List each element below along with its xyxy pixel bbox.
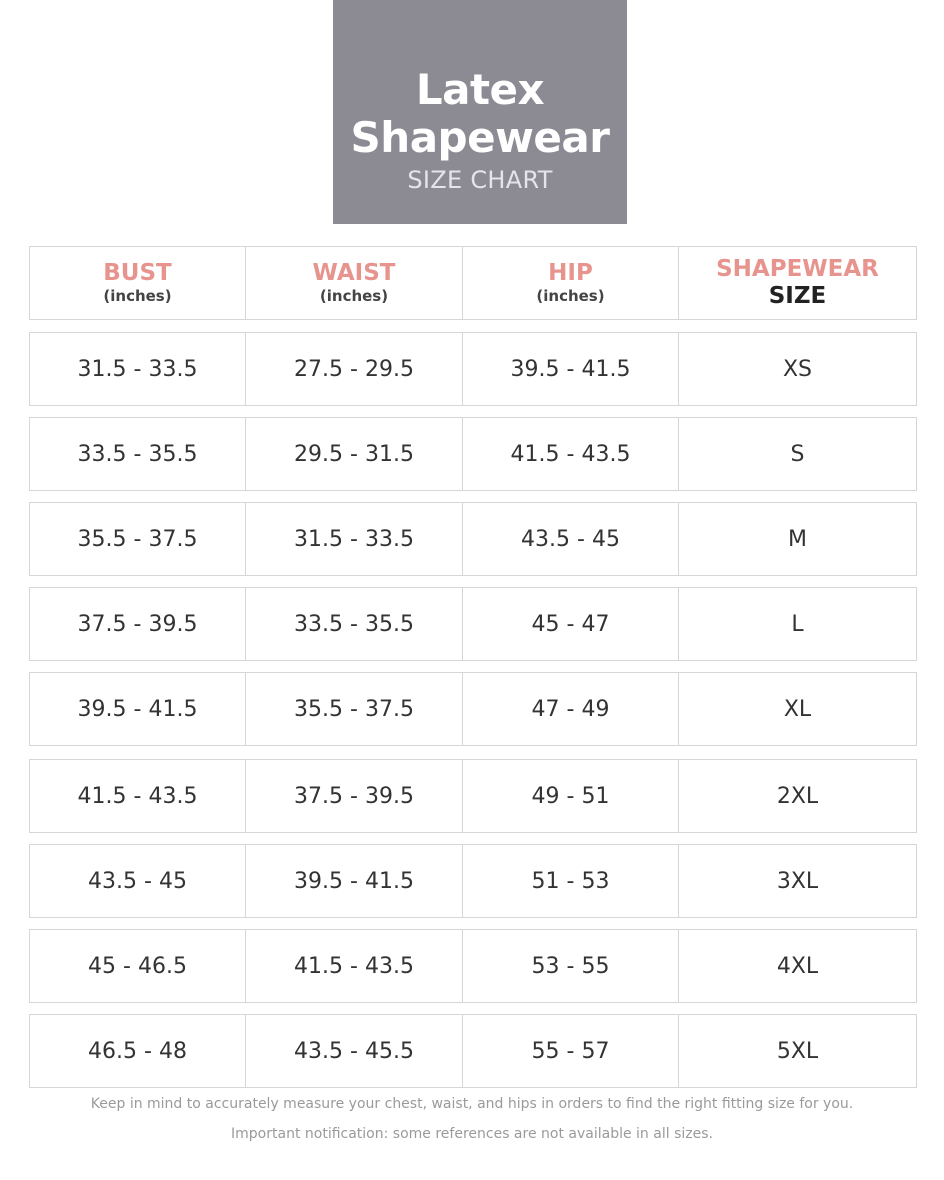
table-row xyxy=(29,672,917,746)
header-shapewear-label: SHAPEWEAR xyxy=(716,256,879,282)
header-bust xyxy=(30,247,245,319)
header-hip-unit: (inches) xyxy=(536,287,605,305)
waist-cell: 39.5 - 41.5 xyxy=(245,845,462,917)
table-row xyxy=(29,1014,917,1088)
hip-cell: 55 - 57 xyxy=(462,1015,678,1087)
waist-cell: 33.5 - 35.5 xyxy=(245,588,462,660)
title-line-2: Shapewear xyxy=(350,113,610,162)
size-cell: M xyxy=(678,503,916,575)
bust-cell: 46.5 - 48 xyxy=(88,1038,187,1064)
waist-cell: 35.5 - 37.5 xyxy=(245,673,462,745)
size-cell: S xyxy=(678,418,916,490)
header-waist xyxy=(245,247,462,319)
size-cell: XL xyxy=(678,673,916,745)
waist-cell: 37.5 - 39.5 xyxy=(245,760,462,832)
header-bust-unit: (inches) xyxy=(103,287,172,305)
size-cell: 3XL xyxy=(678,845,916,917)
hip-cell: 43.5 - 45 xyxy=(462,503,678,575)
header-hip xyxy=(462,247,678,319)
hip-cell: 49 - 51 xyxy=(462,760,678,832)
hip-cell: 41.5 - 43.5 xyxy=(462,418,678,490)
hip-cell: 51 - 53 xyxy=(462,845,678,917)
waist-cell: 31.5 - 33.5 xyxy=(245,503,462,575)
waist-cell: 29.5 - 31.5 xyxy=(245,418,462,490)
table-row xyxy=(29,332,917,406)
table-row xyxy=(29,587,917,661)
bust-cell: 45 - 46.5 xyxy=(88,953,187,979)
bust-cell: 33.5 - 35.5 xyxy=(77,441,198,467)
table-row xyxy=(29,417,917,491)
bust-cell: 35.5 - 37.5 xyxy=(77,526,198,552)
header-waist-label: WAIST xyxy=(312,260,396,286)
size-cell: 5XL xyxy=(678,1015,916,1087)
measurement-note: Keep in mind to accurately measure your chest, waist, and hips in orders to find the right fitting size for you. xyxy=(90,1096,854,1112)
table-row xyxy=(29,929,917,1003)
waist-cell: 27.5 - 29.5 xyxy=(245,333,462,405)
hip-cell: 45 - 47 xyxy=(462,588,678,660)
hip-cell: 39.5 - 41.5 xyxy=(462,333,678,405)
title-banner xyxy=(333,0,627,224)
table-header-row xyxy=(29,246,917,320)
header-hip-label: HIP xyxy=(548,260,593,286)
header-size-label: SIZE xyxy=(768,283,827,309)
header-bust-label: BUST xyxy=(103,260,172,286)
hip-cell: 53 - 55 xyxy=(462,930,678,1002)
bust-cell: 41.5 - 43.5 xyxy=(77,783,198,809)
size-cell: L xyxy=(678,588,916,660)
waist-cell: 43.5 - 45.5 xyxy=(245,1015,462,1087)
title-line-1: Latex xyxy=(415,65,545,114)
size-cell: XS xyxy=(678,333,916,405)
table-row xyxy=(29,502,917,576)
header-size xyxy=(678,247,916,319)
table-row xyxy=(29,759,917,833)
waist-cell: 41.5 - 43.5 xyxy=(245,930,462,1002)
table-row xyxy=(29,844,917,918)
subtitle: SIZE CHART xyxy=(407,166,553,194)
bust-cell: 39.5 - 41.5 xyxy=(77,696,198,722)
bust-cell: 37.5 - 39.5 xyxy=(77,611,198,637)
availability-note: Important notification: some references are not available in all sizes. xyxy=(231,1126,713,1142)
header-waist-unit: (inches) xyxy=(319,287,389,305)
bust-cell: 43.5 - 45 xyxy=(88,868,187,894)
size-cell: 2XL xyxy=(678,760,916,832)
size-cell: 4XL xyxy=(678,930,916,1002)
bust-cell: 31.5 - 33.5 xyxy=(77,356,198,382)
hip-cell: 47 - 49 xyxy=(462,673,678,745)
